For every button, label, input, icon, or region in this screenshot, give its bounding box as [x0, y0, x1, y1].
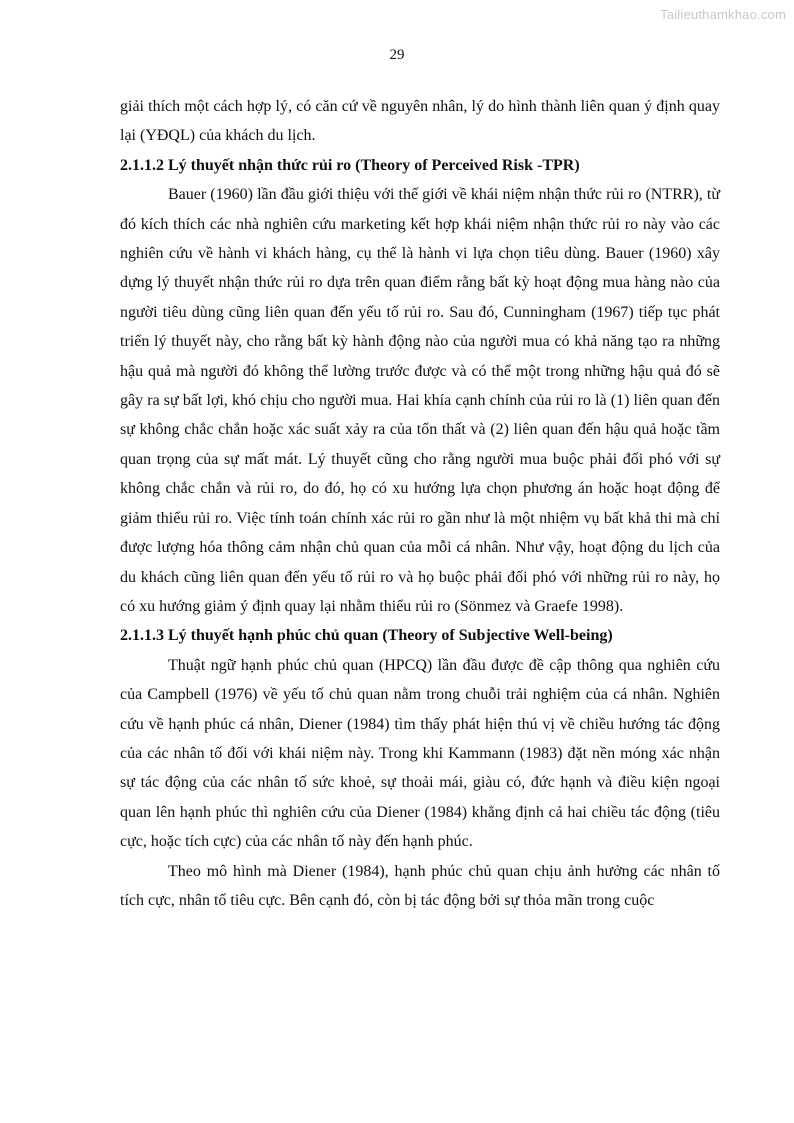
paragraph-perceived-risk: Bauer (1960) lần đầu giới thiệu với thế giới về khái niệm nhận thức rủi ro (NTRR), từ đó kích thích các nhà nghiên cứu marketing kết hợp khái niệm nhận thức rủi ro này vào các nghiên cứu về hành vi khách hàng, cụ thể là hành vi lựa chọn tiêu dùng. Bauer (1960) xây dựng lý thuyết nhận thức rủi ro dựa trên quan điểm rằng bất kỳ hoạt động mua hàng nào của người tiêu dùng cũng liên quan đến yếu tố rủi ro. Sau đó, Cunningham (1967) tiếp tục phát triển lý thuyết này, cho rằng bất kỳ hành động nào của người mua có khả năng tạo ra những hậu quả mà người đó không thể lường trước được và có thể một trong những hậu quả đó sẽ gây ra sự bất lợi, khó chịu cho người mua. Hai khía cạnh chính của rủi ro là (1) liên quan đến sự không chắc chắn hoặc xác suất xảy ra của tổn thất và (2) liên quan đến hậu quả hoặc tầm quan trọng của sự mất mát. Lý thuyết cũng cho rằng người mua buộc phải đối phó với sự không chắc chắn và rủi ro, do đó, họ có xu hướng lựa chọn phương án hoặc hoạt động để giảm thiểu rủi ro. Việc tính toán chính xác rủi ro gần như là một nhiệm vụ bất khả thi mà chỉ được lượng hóa thông cảm nhận chủ quan của mỗi cá nhân. Như vậy, hoạt động du lịch của du khách cũng liên quan đến yếu tố rủi ro và họ buộc phải đối phó với những rủi ro này, họ có xu hướng giảm ý định quay lại nhằm thiểu rủi ro (Sönmez và Graefe 1998). [120, 186, 720, 615]
document-body [120, 92, 720, 915]
section-heading-subjective-well-being: 2.1.1.3 Lý thuyết hạnh phúc chủ quan (Theory of Subjective Well-being) [120, 627, 613, 645]
paragraph-subjective-well-being: Thuật ngữ hạnh phúc chủ quan (HPCQ) lần đầu được đề cập thông qua nghiên cứu của Campbell (1976) về yếu tố chủ quan nằm trong chuỗi trải nghiệm của cá nhân. Nghiên cứu về hạnh phúc cá nhân, Diener (1984) tìm thấy phát hiện thú vị về chiều hướng tác động của các nhân tố đối với khái niệm này. Trong khi Kammann (1983) đặt nền móng xác nhận sự tác động của các nhân tố sức khoẻ, sự thoải mái, giàu có, đức hạnh và điều kiện ngoại quan lên hạnh phúc thì nghiên cứu của Diener (1984) khẳng định cả hai chiều tác động (tiêu cực, hoặc tích cực) của các nhân tố này đến hạnh phúc. [120, 656, 720, 851]
paragraph-intro-continuation: giải thích một cách hợp lý, có căn cứ về nguyên nhân, lý do hình thành liên quan ý định quay lại (YĐQL) của khách du lịch. [120, 98, 720, 145]
watermark-text: Tailieuthamkhao.com [660, 7, 786, 22]
page-number: 29 [389, 47, 405, 63]
section-heading-perceived-risk: 2.1.1.2 Lý thuyết nhận thức rủi ro (Theory of Perceived Risk -TPR) [120, 156, 580, 174]
paragraph-diener-model: Theo mô hình mà Diener (1984), hạnh phúc chủ quan chịu ảnh hưởng các nhân tố tích cực, nhân tố tiêu cực. Bên cạnh đó, còn bị tác động bởi sự thỏa mãn trong cuộc [120, 862, 720, 909]
